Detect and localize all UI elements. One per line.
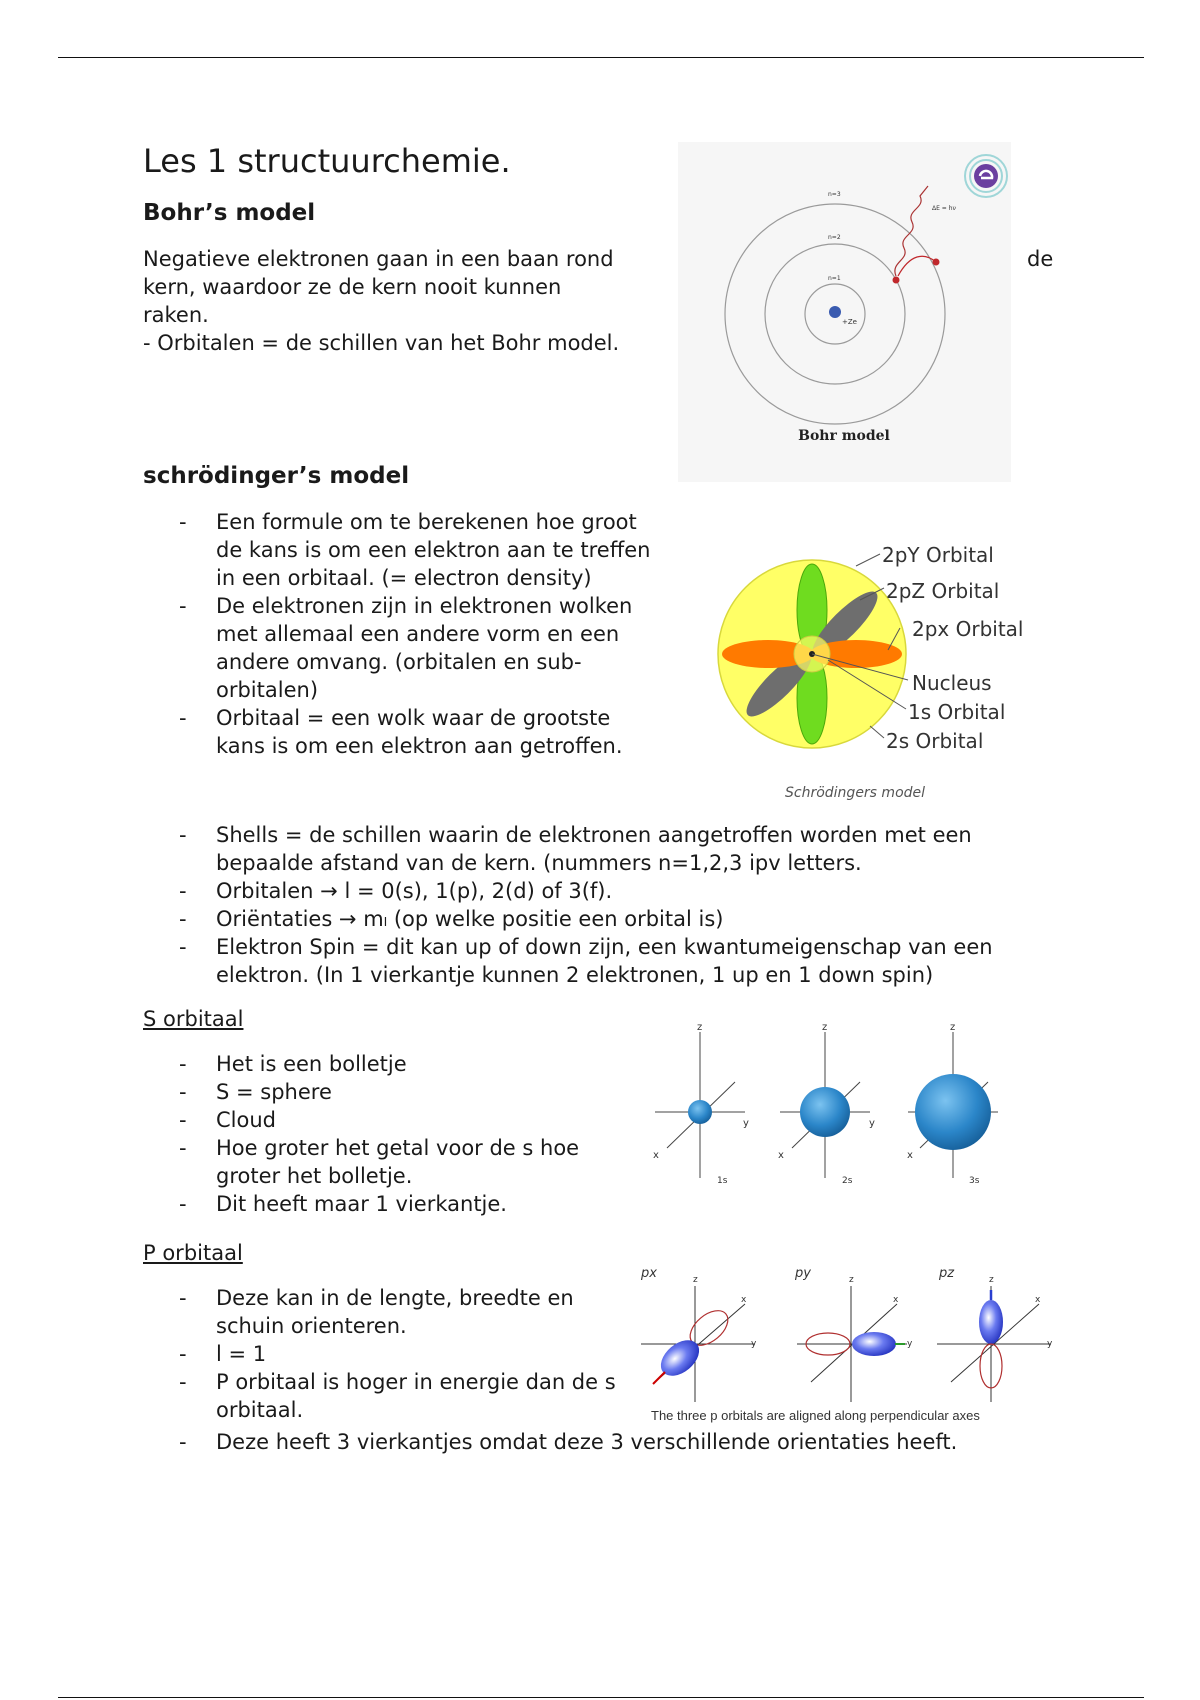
page-title: Les 1 structuurchemie. [143, 142, 511, 180]
electron-inner [893, 277, 900, 284]
bohr-figure [678, 142, 1011, 482]
list-item: - Hoe groter het getal voor de s hoe groter het bolletje. [143, 1134, 643, 1190]
list-item: - Elektron Spin = dit kan up of down zijn, een kwantumeigenschap van een elektron. (In 1 vierkantje kunnen 2 elektronen, 1 up en 1 down spin) [143, 933, 1073, 989]
photon-label: ΔE = hν [932, 205, 956, 212]
label-2px: 2px Orbital [912, 617, 1024, 641]
axis-z-pz: z [989, 1275, 994, 1285]
list-item: - Een formule om te berekenen hoe groot de kans is om een elektron aan te treffen in een orbitaal. (= electron density) [143, 508, 653, 592]
footer-rule [58, 1697, 1144, 1698]
px-orbital [640, 1266, 757, 1402]
bohr-caption: Bohr model [798, 428, 890, 444]
label-py: py [795, 1266, 811, 1281]
list-item: - Deze heeft 3 vierkantjes omdat deze 3 verschillende orientaties heeft. [143, 1428, 1073, 1456]
axis-y-pz: y [1047, 1339, 1053, 1349]
axis-x-1s: x [653, 1150, 659, 1161]
label-2s: 2s Orbital [886, 729, 984, 753]
list-item: - Orbitalen → l = 0(s), 1(p), 2(d) of 3(f). [143, 877, 1073, 905]
label-1s-orbital: 1s [717, 1176, 728, 1186]
shell-label-1: n=1 [828, 275, 841, 282]
axis-z-3s: z [950, 1022, 956, 1033]
list-item: - Orbitaal = een wolk waar de grootste kans is om een elektron aan getroffen. [143, 704, 653, 760]
schrodinger-heading: schrödinger’s model [143, 463, 410, 489]
axis-x-pz: x [1035, 1295, 1041, 1305]
axis-z-px: z [693, 1275, 698, 1285]
axis-y-2s: y [869, 1118, 875, 1129]
s-orbital-1s [653, 1022, 749, 1186]
bohr-paragraph [143, 245, 673, 357]
bohr-line-3: raken. [143, 303, 209, 327]
header-rule [58, 57, 1144, 58]
shell-label-2: n=2 [828, 234, 841, 241]
axis-y-px: y [751, 1339, 757, 1349]
label-2pz: 2pZ Orbital [886, 579, 1000, 603]
list-item: - Deze kan in de lengte, breedte en schuin orienteren. [143, 1284, 643, 1340]
bohr-line-1: Negatieve elektronen gaan in een baan rond [143, 247, 614, 271]
schrodinger-figure [700, 532, 1040, 812]
py-orbital [794, 1266, 913, 1402]
nucleus [829, 306, 841, 318]
axis-x-3s: x [907, 1150, 913, 1161]
label-nucleus: Nucleus [912, 671, 992, 695]
axis-y-1s: y [743, 1118, 749, 1129]
label-3s-orbital: 3s [969, 1176, 980, 1186]
axis-z-1s: z [697, 1022, 703, 1033]
axis-z-2s: z [822, 1022, 828, 1033]
photon-wave [895, 186, 928, 276]
schrodinger-caption: Schrödingers model [785, 785, 926, 801]
axis-x-py: x [893, 1295, 899, 1305]
s-orbital-2s [778, 1022, 875, 1186]
schrodinger-list-top [143, 508, 653, 760]
label-px: px [641, 1266, 657, 1281]
label-2py: 2pY Orbital [882, 543, 994, 567]
label-1s: 1s Orbital [908, 700, 1006, 724]
s-orbitaal-list [143, 1050, 643, 1218]
s-orbital-3s [907, 1022, 998, 1186]
bohr-line-2: kern, waardoor ze de kern nooit kunnen [143, 275, 562, 299]
bohr-heading: Bohr’s model [143, 200, 316, 226]
list-item: - Oriëntaties → mₗ (op welke positie een orbital is) [143, 905, 1073, 933]
list-item: - P orbitaal is hoger in energie dan de s orbitaal. [143, 1368, 643, 1424]
axis-z-py: z [849, 1275, 854, 1285]
p-orbital-caption: The three p orbitals are aligned along perpendicular axes [651, 1408, 980, 1423]
label-2s-orbital: 2s [842, 1176, 853, 1186]
list-item: - Dit heeft maar 1 vierkantje. [143, 1190, 643, 1218]
list-item: - De elektronen zijn in elektronen wolken met allemaal een andere vorm en een andere omvang. (orbitalen en sub-orbitalen) [143, 592, 653, 704]
watermark-logo [965, 155, 1007, 197]
list-item: - Cloud [143, 1106, 643, 1134]
axis-x-px: x [741, 1295, 747, 1305]
s-orbitaal-heading: S orbitaal [143, 1007, 244, 1031]
s-orbital-figure [645, 1020, 1015, 1192]
bohr-line-4: - Orbitalen = de schillen van het Bohr model. [143, 331, 620, 355]
pz-orbital [937, 1266, 1053, 1402]
p-orbitaal-list-top [143, 1284, 643, 1424]
list-item: - Shells = de schillen waarin de elektronen aangetroffen worden met een bepaalde afstand van de kern. (nummers n=1,2,3 ipv letters. [143, 821, 1073, 877]
label-pz: pz [939, 1266, 955, 1281]
list-item: - Het is een bolletje [143, 1050, 643, 1078]
schrodinger-list-bottom [143, 821, 1073, 989]
p-orbitaal-list-bottom [143, 1428, 1073, 1456]
axis-x-2s: x [778, 1150, 784, 1161]
bohr-line-1-end: de [1027, 247, 1054, 271]
shell-label-3: n=3 [828, 191, 841, 198]
p-orbital-figure [637, 1262, 1057, 1427]
list-item: - S = sphere [143, 1078, 643, 1106]
p-orbitaal-heading: P orbitaal [143, 1241, 243, 1265]
list-item: - l = 1 [143, 1340, 643, 1368]
nucleus-label: +Ze [842, 318, 857, 326]
axis-y-py: y [907, 1339, 913, 1349]
